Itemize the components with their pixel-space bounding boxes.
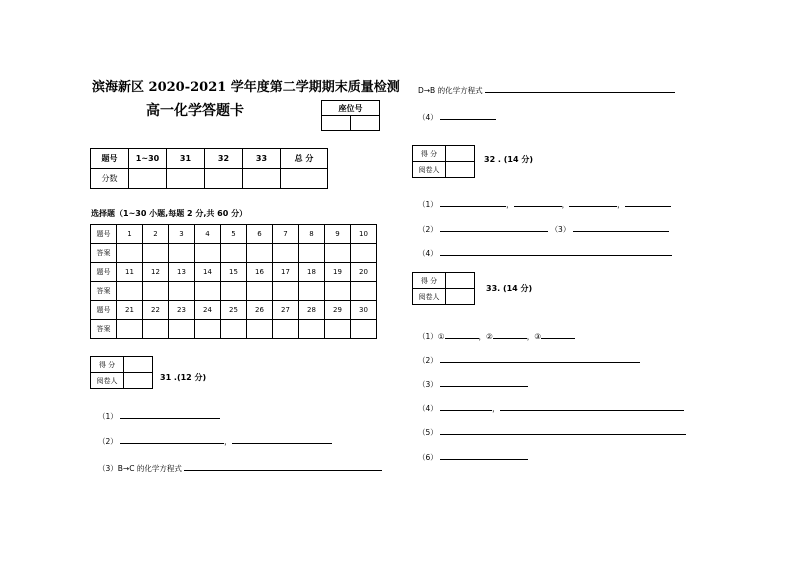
question-number-cell: 20 xyxy=(351,263,377,282)
answer-blank[interactable] xyxy=(440,247,672,256)
answer-blank[interactable] xyxy=(232,435,332,444)
q31-item-4 xyxy=(418,111,496,123)
answer-cell[interactable] xyxy=(247,320,273,339)
grader-box-33 xyxy=(412,272,475,305)
question-number-cell: 25 xyxy=(221,301,247,320)
answer-row xyxy=(91,282,377,301)
item-label: （5） xyxy=(418,428,438,437)
q31-item-3 xyxy=(98,462,382,474)
question-number-cell: 21 xyxy=(117,301,143,320)
answer-cell[interactable] xyxy=(117,282,143,301)
q31-item-2 xyxy=(98,435,332,447)
answer-cell[interactable] xyxy=(247,244,273,263)
answer-blank[interactable] xyxy=(485,84,675,93)
score-header-cell: 总 分 xyxy=(281,149,328,169)
answer-blank[interactable] xyxy=(440,451,528,460)
answer-cell[interactable] xyxy=(325,282,351,301)
answer-blank[interactable] xyxy=(569,198,617,207)
separator: ， xyxy=(224,437,232,446)
q33-item-1 xyxy=(418,330,575,342)
question-number-cell: 12 xyxy=(143,263,169,282)
answer-blank[interactable] xyxy=(120,435,224,444)
row-label: 答案 xyxy=(91,244,117,263)
answer-cell[interactable] xyxy=(169,282,195,301)
answer-cell[interactable] xyxy=(143,244,169,263)
item-label: （3） xyxy=(550,225,571,234)
answer-blank[interactable] xyxy=(440,354,640,363)
question-number-cell: 11 xyxy=(117,263,143,282)
answer-blank[interactable] xyxy=(440,223,548,232)
question-number-cell: 3 xyxy=(169,225,195,244)
answer-cell[interactable] xyxy=(221,244,247,263)
row-label: 答案 xyxy=(91,320,117,339)
item-label: （6） xyxy=(418,453,438,462)
score-cell[interactable] xyxy=(205,169,243,189)
question-33-heading: 33. (14 分) xyxy=(486,284,533,293)
score-cell[interactable] xyxy=(167,169,205,189)
row-label: 题号 xyxy=(91,263,117,282)
selection-heading: 选择题（1~30 小题,每题 2 分,共 60 分） xyxy=(91,209,248,218)
separator: ， xyxy=(506,200,514,209)
question-number-cell: 14 xyxy=(195,263,221,282)
question-32-heading: 32 . (14 分) xyxy=(484,155,533,164)
score-header-cell: 32 xyxy=(205,149,243,169)
item-label: （2） xyxy=(98,437,118,446)
score-entry[interactable] xyxy=(446,146,475,162)
answer-cell[interactable] xyxy=(299,282,325,301)
answer-cell[interactable] xyxy=(195,320,221,339)
seat-number-cell[interactable] xyxy=(322,116,351,131)
answer-cell[interactable] xyxy=(169,244,195,263)
answer-blank[interactable] xyxy=(120,410,220,419)
score-summary-table xyxy=(90,148,328,189)
score-label: 得 分 xyxy=(91,357,124,373)
circled-number: ① xyxy=(437,332,445,341)
grader-entry[interactable] xyxy=(446,162,475,178)
question-number-cell: 16 xyxy=(247,263,273,282)
question-number-cell: 26 xyxy=(247,301,273,320)
answer-cell[interactable] xyxy=(351,320,377,339)
answer-blank[interactable] xyxy=(440,426,686,435)
question-number-cell: 19 xyxy=(325,263,351,282)
item-label: （2） xyxy=(418,356,438,365)
circled-number: ② xyxy=(486,332,493,341)
question-number-row xyxy=(91,263,377,282)
score-header-cell: 1~30 xyxy=(129,149,167,169)
item-label: （4） xyxy=(418,404,438,413)
answer-cell[interactable] xyxy=(221,320,247,339)
question-number-cell: 23 xyxy=(169,301,195,320)
answer-blank[interactable] xyxy=(184,462,382,471)
question-number-cell: 2 xyxy=(143,225,169,244)
item-label: （2） xyxy=(418,225,438,234)
q33-item-4 xyxy=(418,402,684,414)
answer-cell[interactable] xyxy=(247,282,273,301)
grader-label: 阅卷人 xyxy=(91,373,124,389)
answer-cell[interactable] xyxy=(299,320,325,339)
item-label: （3）B→C 的化学方程式 xyxy=(98,464,182,473)
row-label: 题号 xyxy=(91,301,117,320)
grader-box-31 xyxy=(90,356,153,389)
question-number-cell: 29 xyxy=(325,301,351,320)
question-number-cell: 9 xyxy=(325,225,351,244)
row-label: 答案 xyxy=(91,282,117,301)
db-equation-line xyxy=(418,84,675,96)
item-label: （4） xyxy=(418,249,438,258)
answer-cell[interactable] xyxy=(221,282,247,301)
item-label: （3） xyxy=(418,380,438,389)
grader-entry[interactable] xyxy=(446,289,475,305)
q32-item-2 xyxy=(418,223,669,235)
question-number-cell: 5 xyxy=(221,225,247,244)
item-label: （1） xyxy=(418,200,438,209)
score-cell[interactable] xyxy=(281,169,328,189)
separator: ， xyxy=(561,200,570,209)
question-number-cell: 13 xyxy=(169,263,195,282)
item-label: （1） xyxy=(98,412,118,421)
answer-cell[interactable] xyxy=(299,244,325,263)
answer-cell[interactable] xyxy=(273,282,299,301)
question-number-cell: 7 xyxy=(273,225,299,244)
answer-cell[interactable] xyxy=(195,282,221,301)
answer-cell[interactable] xyxy=(325,244,351,263)
seat-number-cell[interactable] xyxy=(351,116,380,131)
answer-blank[interactable] xyxy=(514,198,562,207)
answer-cell[interactable] xyxy=(169,320,195,339)
separator: ， xyxy=(617,200,625,209)
answer-blank[interactable] xyxy=(500,402,684,411)
answer-blank[interactable] xyxy=(445,330,479,339)
item-label: （4） xyxy=(418,113,438,122)
question-31-heading: 31 .(12 分) xyxy=(160,373,207,382)
exam-title: 滨海新区 2020-2021 学年度第二学期期末质量检测 xyxy=(92,80,400,95)
answer-cell[interactable] xyxy=(273,244,299,263)
score-row-label: 分数 xyxy=(91,169,129,189)
question-number-cell: 4 xyxy=(195,225,221,244)
question-number-cell: 17 xyxy=(273,263,299,282)
separator: ， xyxy=(492,404,500,413)
question-number-cell: 27 xyxy=(273,301,299,320)
separator: ， xyxy=(478,332,487,341)
seat-number-label: 座位号 xyxy=(322,101,380,116)
q31-item-1 xyxy=(98,410,220,422)
item-label: （1） xyxy=(418,332,438,341)
grader-label: 阅卷人 xyxy=(413,162,446,178)
selection-answer-table xyxy=(90,224,377,339)
q33-item-2 xyxy=(418,354,640,366)
grader-entry[interactable] xyxy=(124,373,153,389)
question-number-row xyxy=(91,225,377,244)
question-number-cell: 1 xyxy=(117,225,143,244)
separator: ， xyxy=(526,332,535,341)
answer-blank[interactable] xyxy=(625,198,671,207)
score-entry[interactable] xyxy=(124,357,153,373)
question-number-cell: 28 xyxy=(299,301,325,320)
answer-cell[interactable] xyxy=(273,320,299,339)
question-number-cell: 15 xyxy=(221,263,247,282)
q33-item-5 xyxy=(418,426,686,438)
item-label: D→B 的化学方程式 xyxy=(418,86,483,95)
answer-sheet-subtitle: 高一化学答题卡 xyxy=(146,103,244,119)
q33-item-3 xyxy=(418,378,528,390)
question-number-cell: 30 xyxy=(351,301,377,320)
q33-item-6 xyxy=(418,451,528,463)
answer-cell[interactable] xyxy=(351,244,377,263)
score-header-cell: 题号 xyxy=(91,149,129,169)
answer-blank[interactable] xyxy=(440,378,528,387)
question-number-cell: 22 xyxy=(143,301,169,320)
question-number-cell: 18 xyxy=(299,263,325,282)
seat-number-box xyxy=(321,100,380,131)
score-cell[interactable] xyxy=(243,169,281,189)
q32-item-4 xyxy=(418,247,672,259)
answer-blank[interactable] xyxy=(541,330,575,339)
grader-box-32 xyxy=(412,145,475,178)
q32-item-1 xyxy=(418,198,671,210)
answer-blank[interactable] xyxy=(493,330,527,339)
question-number-cell: 10 xyxy=(351,225,377,244)
question-number-row xyxy=(91,301,377,320)
answer-cell[interactable] xyxy=(325,320,351,339)
answer-cell[interactable] xyxy=(143,320,169,339)
answer-blank[interactable] xyxy=(440,402,492,411)
question-number-cell: 8 xyxy=(299,225,325,244)
answer-cell[interactable] xyxy=(351,282,377,301)
question-number-cell: 24 xyxy=(195,301,221,320)
answer-cell[interactable] xyxy=(195,244,221,263)
grader-label: 阅卷人 xyxy=(413,289,446,305)
row-label: 题号 xyxy=(91,225,117,244)
answer-row xyxy=(91,320,377,339)
answer-row xyxy=(91,244,377,263)
score-header-cell: 31 xyxy=(167,149,205,169)
answer-blank[interactable] xyxy=(440,111,496,120)
answer-cell[interactable] xyxy=(117,244,143,263)
answer-blank[interactable] xyxy=(573,223,669,232)
answer-cell[interactable] xyxy=(117,320,143,339)
answer-blank[interactable] xyxy=(440,198,506,207)
answer-cell[interactable] xyxy=(143,282,169,301)
score-cell[interactable] xyxy=(129,169,167,189)
score-header-cell: 33 xyxy=(243,149,281,169)
score-label: 得 分 xyxy=(413,273,446,289)
score-entry[interactable] xyxy=(446,273,475,289)
question-number-cell: 6 xyxy=(247,225,273,244)
score-label: 得 分 xyxy=(413,146,446,162)
circled-number: ③ xyxy=(534,332,541,341)
